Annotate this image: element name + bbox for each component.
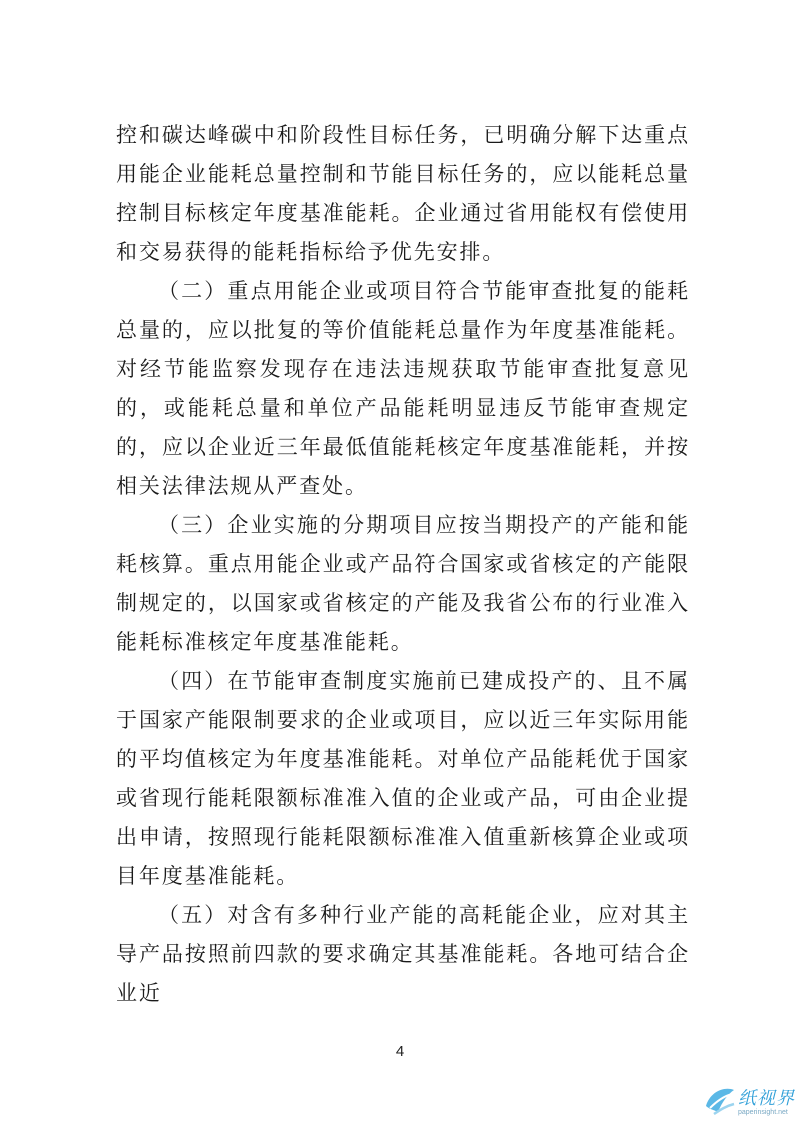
page-number: 4	[395, 1043, 405, 1060]
paragraph-item-3: （三）企业实施的分期项目应按当期投产的产能和能耗核算。重点用能企业或产品符合国家或省核定的产能限制规定的，以国家或省核定的产能及我省公布的行业准入能耗标准核定年度基准能耗。	[116, 513, 690, 654]
watermark-url: paperinsight.net	[738, 1109, 788, 1116]
body-text	[116, 116, 690, 1013]
paragraph-continuation: 控和碳达峰碳中和阶段性目标任务，已明确分解下达重点用能企业能耗总量控制和节能目标任务的，应以能耗总量控制目标核定年度基准能耗。企业通过省用能权有偿使用和交易获得的能耗指标给予优先安排。	[116, 123, 690, 264]
paper-logo-icon	[700, 1080, 740, 1120]
watermark	[700, 1078, 800, 1128]
watermark-brand: 纸视界	[738, 1088, 795, 1109]
paragraph-item-4: （四）在节能审查制度实施前已建成投产的、且不属于国家产能限制要求的企业或项目，应以近三年实际用能的平均值核定为年度基准能耗。对单位产品能耗优于国家或省现行能耗限额标准准入值的企业或产品，可由企业提出申请，按照现行能耗限额标准准入值重新核算企业或项目年度基准能耗。	[116, 669, 690, 888]
paragraph-item-2: （二）重点用能企业或项目符合节能审查批复的能耗总量的，应以批复的等价值能耗总量作为年度基准能耗。对经节能监察发现存在违法违规获取节能审查批复意见的，或能耗总量和单位产品能耗明显违反节能审查规定的，应以企业近三年最低值能耗核定年度基准能耗，并按相关法律法规从严查处。	[116, 279, 690, 498]
paragraph-item-5: （五）对含有多种行业产能的高耗能企业，应对其主导产品按照前四款的要求确定其基准能耗。各地可结合企业近	[116, 903, 690, 1005]
